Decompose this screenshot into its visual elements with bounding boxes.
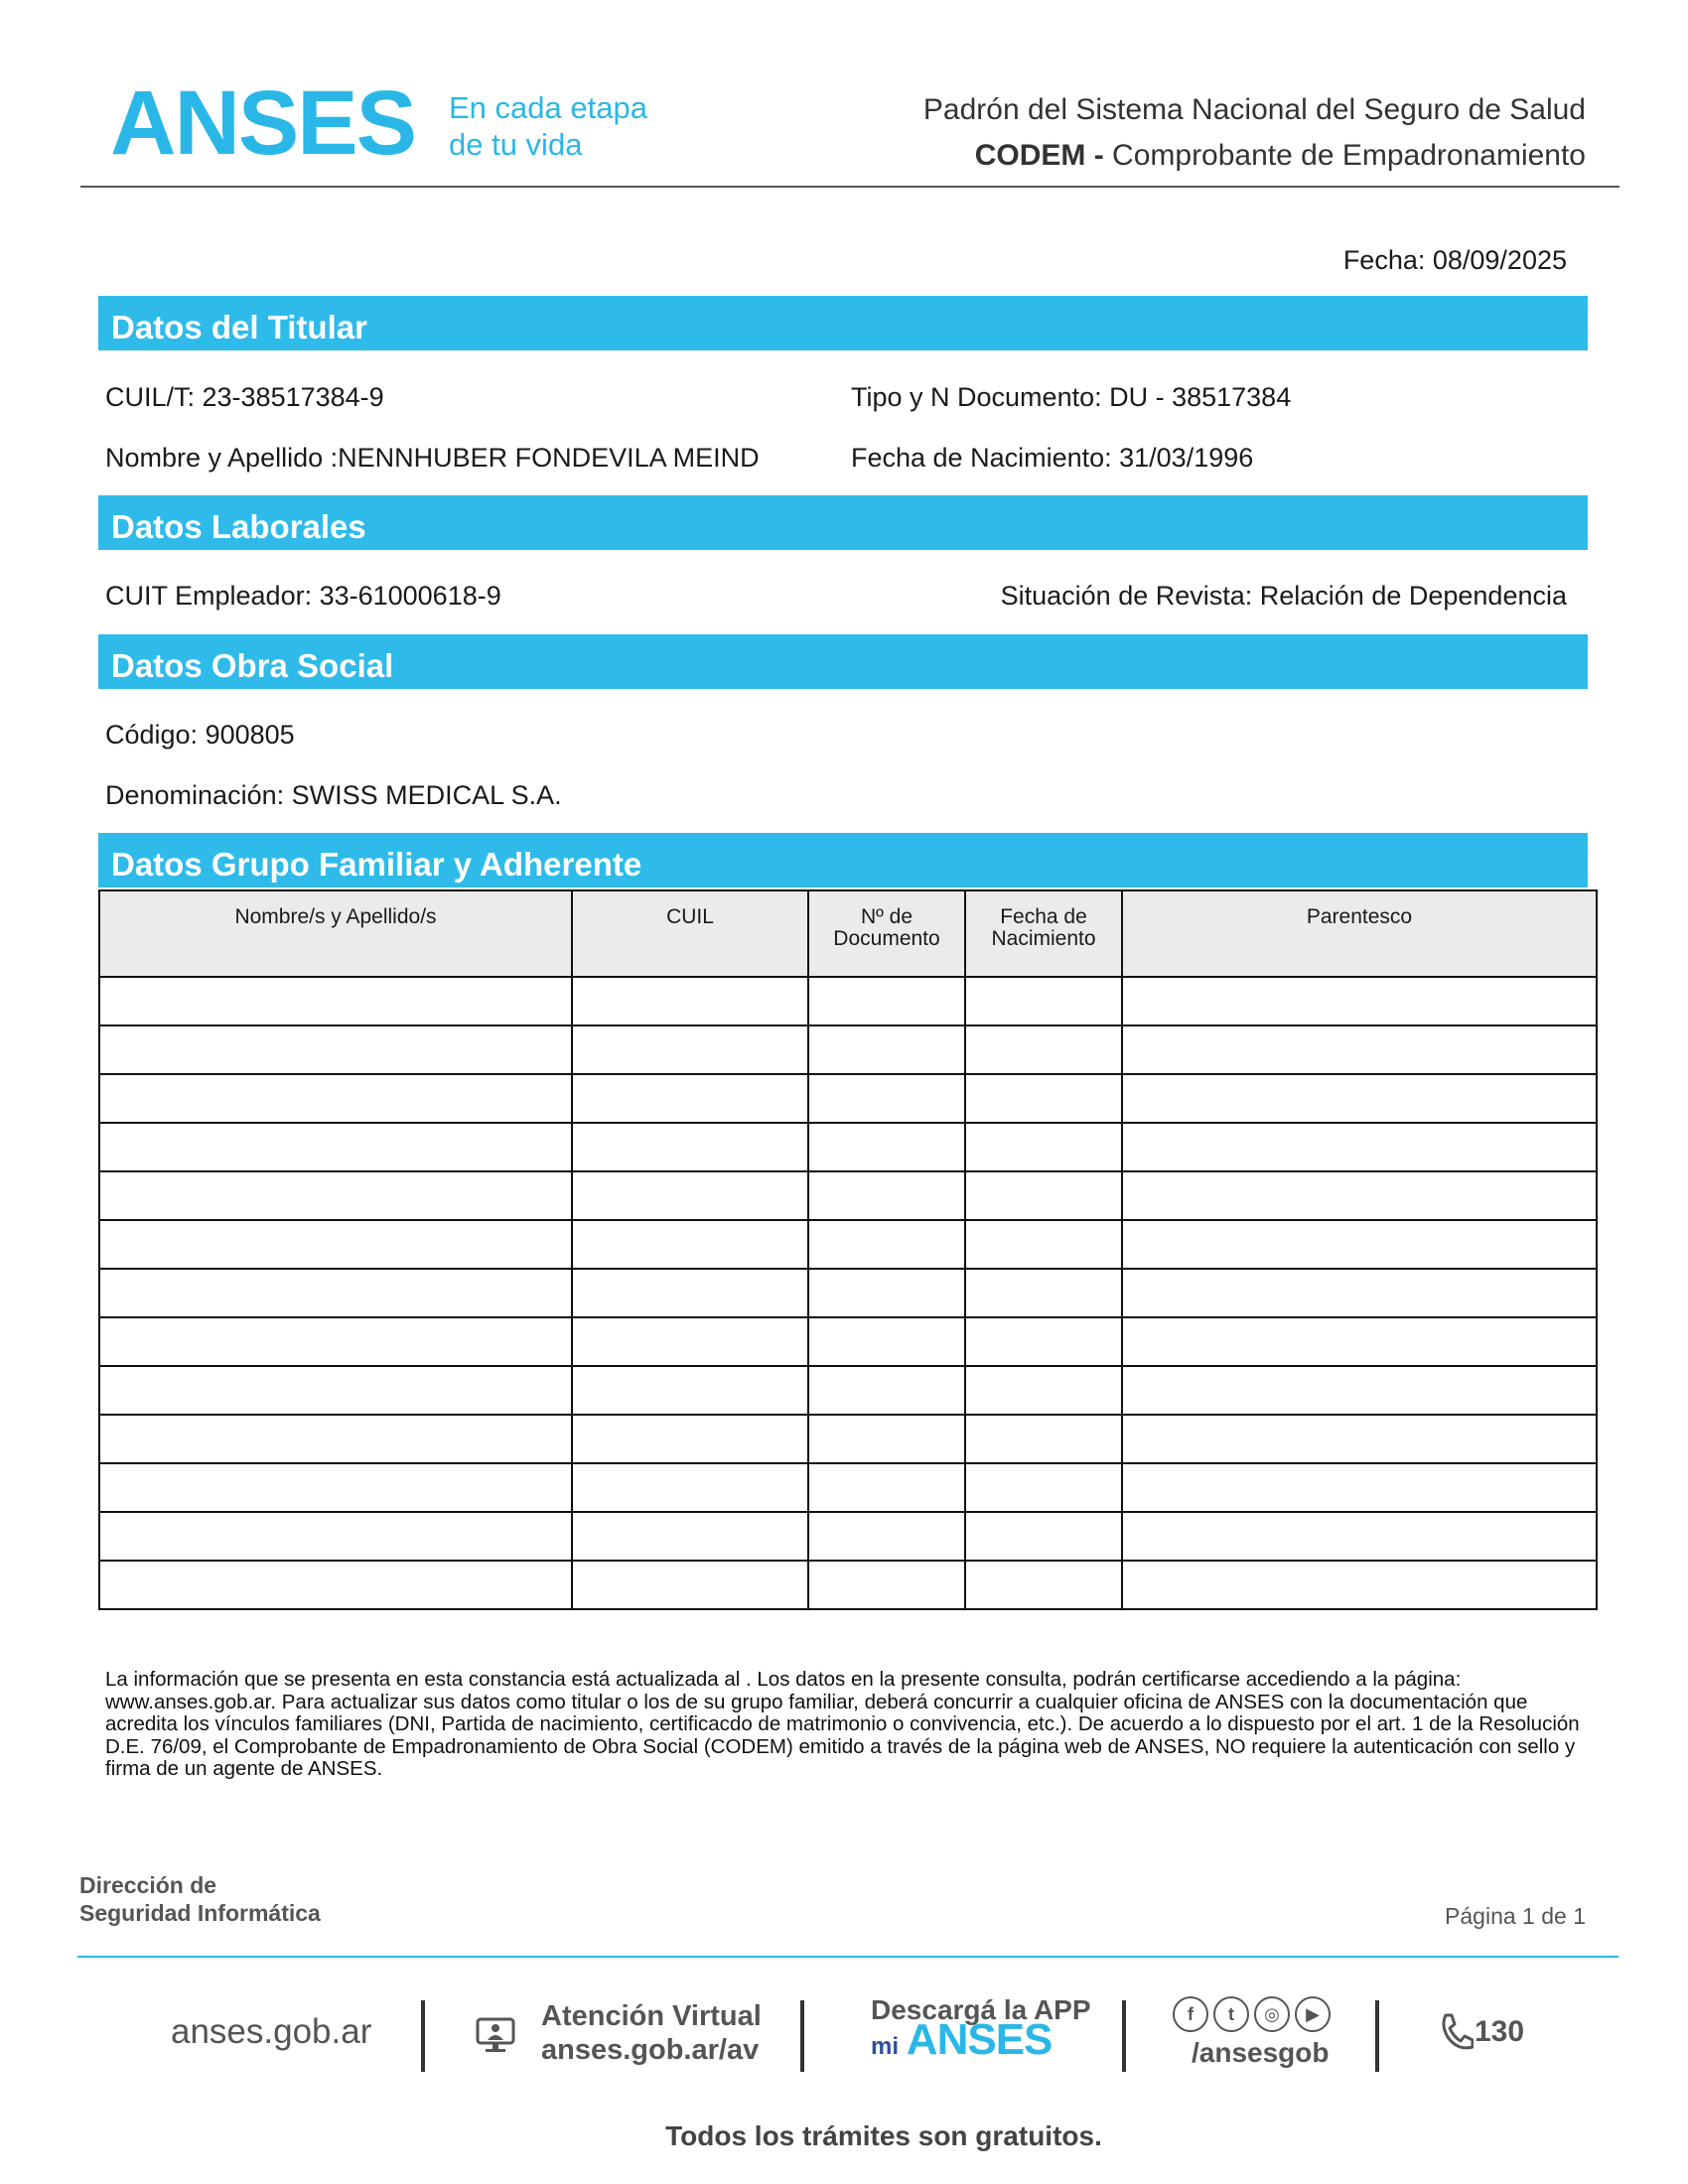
section-bar-grupo-familiar [98, 833, 1588, 887]
table-header-row [99, 890, 1597, 977]
table-cell [99, 1123, 572, 1171]
table-cell [965, 1025, 1122, 1074]
table-cell [572, 1463, 808, 1512]
table-cell [99, 1463, 572, 1512]
facebook-icon[interactable]: f [1173, 1996, 1208, 2032]
footer-separator [421, 2000, 425, 2072]
footer-separator [1122, 2000, 1126, 2072]
table-cell [808, 1463, 965, 1512]
table-cell [99, 1220, 572, 1269]
footer-divider [77, 1956, 1618, 1958]
table-cell [99, 1269, 572, 1317]
table-cell [965, 1463, 1122, 1512]
phone-number[interactable]: 130 [1475, 2015, 1525, 2048]
titular-nombre: Nombre y Apellido :NENNHUBER FONDEVILA MEIND [105, 443, 760, 473]
table-cell [965, 1171, 1122, 1220]
table-cell [1122, 1269, 1597, 1317]
table-cell [808, 1512, 965, 1561]
security-department-line-1: Dirección de [79, 1872, 217, 1898]
titular-nacimiento: Fecha de Nacimiento: 31/03/1996 [851, 443, 1254, 473]
section-heading-titular: Datos del Titular [111, 309, 367, 345]
table-cell [808, 1220, 965, 1269]
table-row [99, 1317, 1597, 1366]
table-cell [808, 1025, 965, 1074]
section-bar-laborales [98, 495, 1588, 550]
section-bar-obra-social [98, 634, 1588, 689]
phone-icon [1438, 2011, 1474, 2051]
download-app[interactable] [871, 1995, 1091, 2062]
twitter-icon[interactable]: t [1213, 1996, 1249, 2032]
table-row [99, 1561, 1597, 1609]
table-cell [965, 1415, 1122, 1463]
header-divider [80, 186, 1619, 188]
table-cell [1122, 977, 1597, 1025]
table-cell [99, 1512, 572, 1561]
table-cell [1122, 1317, 1597, 1366]
table-cell [572, 1512, 808, 1561]
table-row [99, 1220, 1597, 1269]
footer-separator [1375, 2000, 1379, 2072]
table-cell [572, 1317, 808, 1366]
titular-documento: Tipo y N Documento: DU - 38517384 [851, 382, 1292, 412]
table-cell [1122, 1123, 1597, 1171]
table-row [99, 1366, 1597, 1415]
security-department-line-2: Seguridad Informática [79, 1900, 321, 1926]
security-department [79, 1871, 321, 1927]
table-cell [808, 1171, 965, 1220]
section-heading-laborales: Datos Laborales [111, 508, 366, 545]
page-number: Página 1 de 1 [1445, 1903, 1586, 1929]
table-row [99, 1074, 1597, 1123]
table-cell [808, 1415, 965, 1463]
youtube-icon[interactable]: ▶ [1295, 1996, 1331, 2032]
table-cell [99, 1074, 572, 1123]
section-heading-obra-social: Datos Obra Social [111, 647, 394, 684]
column-header-documento: Nº de Documento [808, 890, 965, 977]
table-cell [572, 977, 808, 1025]
monitor-user-icon [476, 2015, 515, 2055]
table-row [99, 1123, 1597, 1171]
virtual-attention[interactable] [541, 1999, 762, 2067]
table-row [99, 1512, 1597, 1561]
table-cell [572, 1074, 808, 1123]
anses-logo: ANSES [110, 72, 415, 174]
table-cell [808, 977, 965, 1025]
table-cell [965, 1074, 1122, 1123]
table-cell [572, 1415, 808, 1463]
section-bar-titular [98, 296, 1588, 350]
table-cell [1122, 1366, 1597, 1415]
social-handle: /ansesgob [1192, 2037, 1330, 2068]
table-cell [1122, 1512, 1597, 1561]
table-cell [99, 1317, 572, 1366]
table-cell [1122, 1074, 1597, 1123]
table-cell [99, 977, 572, 1025]
table-cell [572, 1025, 808, 1074]
column-header-nombre: Nombre/s y Apellido/s [99, 890, 572, 977]
mi-anses-logo: mi ANSES [871, 2015, 1053, 2064]
column-header-parentesco: Parentesco [1122, 890, 1597, 977]
table-cell [99, 1415, 572, 1463]
section-heading-grupo-familiar: Datos Grupo Familiar y Adherente [111, 846, 642, 883]
table-cell [965, 1366, 1122, 1415]
table-cell [808, 1317, 965, 1366]
free-procedures-note: Todos los trámites son gratuitos. [665, 2120, 1102, 2151]
table-cell [965, 1512, 1122, 1561]
table-row [99, 1171, 1597, 1220]
table-cell [572, 1561, 808, 1609]
table-row [99, 1025, 1597, 1074]
table-cell [1122, 1220, 1597, 1269]
table-cell [1122, 1561, 1597, 1609]
social-icons [1173, 1996, 1336, 2032]
table-cell [99, 1366, 572, 1415]
tagline [449, 89, 647, 163]
table-cell [572, 1366, 808, 1415]
table-cell [1122, 1415, 1597, 1463]
tagline-line-1: En cada etapa [449, 90, 647, 125]
table-cell [808, 1074, 965, 1123]
document-date: Fecha: 08/09/2025 [1342, 245, 1567, 275]
laborales-cuit: CUIT Empleador: 33-61000618-9 [105, 581, 501, 611]
document-title-line-1: Padrón del Sistema Nacional del Seguro de Salud [922, 93, 1586, 126]
document-title [923, 87, 1586, 179]
table-cell [965, 1269, 1122, 1317]
column-header-cuil: CUIL [572, 890, 808, 977]
website-link[interactable]: anses.gob.ar [171, 2012, 372, 2051]
table-cell [572, 1123, 808, 1171]
table-cell [1122, 1025, 1597, 1074]
obra-social-codigo: Código: 900805 [105, 720, 295, 750]
table-cell [808, 1561, 965, 1609]
codem-label: CODEM - [974, 139, 1104, 172]
table-row [99, 1415, 1597, 1463]
table-cell [99, 1025, 572, 1074]
table-cell [572, 1220, 808, 1269]
table-body [99, 977, 1597, 1609]
table-cell [965, 1561, 1122, 1609]
table-cell [965, 977, 1122, 1025]
grupo-familiar-table [98, 889, 1598, 1610]
table-row [99, 1269, 1597, 1317]
legal-note: La información que se presenta en esta constancia está actualizada al . Los datos en la presente consulta, podrán certificarse accediendo a la página: www.anses.gob.ar. Para actualizar sus datos como titular o los de su grupo familiar, deberá concurrir a cualquier oficina de ANSES con la documentación que acredita los vínculos familiares (DNI, Partida de nacimiento, certificacdo de matrimonio o convivencia, etc.). De acuerdo a lo dispuesto por el art. 1 de la Resolución D.E. 76/09, el Comprobante de Empadronamiento de Obra Social (CODEM) emitido a través de la página web de ANSES, NO requiere la autenticación con sello y firma de un agente de ANSES. [105, 1668, 1580, 1780]
table-cell [965, 1123, 1122, 1171]
table-cell [965, 1220, 1122, 1269]
table-cell [808, 1366, 965, 1415]
virtual-attention-title: Atención Virtual [541, 2000, 762, 2032]
document-title-line-2 [923, 133, 1586, 179]
table-cell [965, 1317, 1122, 1366]
table-cell [572, 1269, 808, 1317]
obra-social-denominacion: Denominación: SWISS MEDICAL S.A. [105, 780, 562, 810]
table-cell [808, 1269, 965, 1317]
table-row [99, 1463, 1597, 1512]
table-row [99, 977, 1597, 1025]
column-header-nacimiento: Fecha de Nacimiento [965, 890, 1122, 977]
laborales-situacion: Situación de Revista: Relación de Dependencia [1000, 581, 1567, 611]
table-cell [1122, 1171, 1597, 1220]
table-cell [1122, 1463, 1597, 1512]
table-cell [99, 1561, 572, 1609]
download-app-label: Descargá la APP [871, 1994, 1091, 2025]
instagram-icon[interactable]: ◎ [1254, 1996, 1290, 2032]
virtual-attention-url: anses.gob.ar/av [541, 2034, 760, 2066]
tagline-line-2: de tu vida [449, 127, 583, 162]
footer-separator [800, 2000, 804, 2072]
table-cell [99, 1171, 572, 1220]
titular-cuil: CUIL/T: 23-38517384-9 [105, 382, 384, 412]
document-subtitle: Comprobante de Empadronamiento [1103, 139, 1586, 172]
table-cell [808, 1123, 965, 1171]
table-cell [572, 1171, 808, 1220]
